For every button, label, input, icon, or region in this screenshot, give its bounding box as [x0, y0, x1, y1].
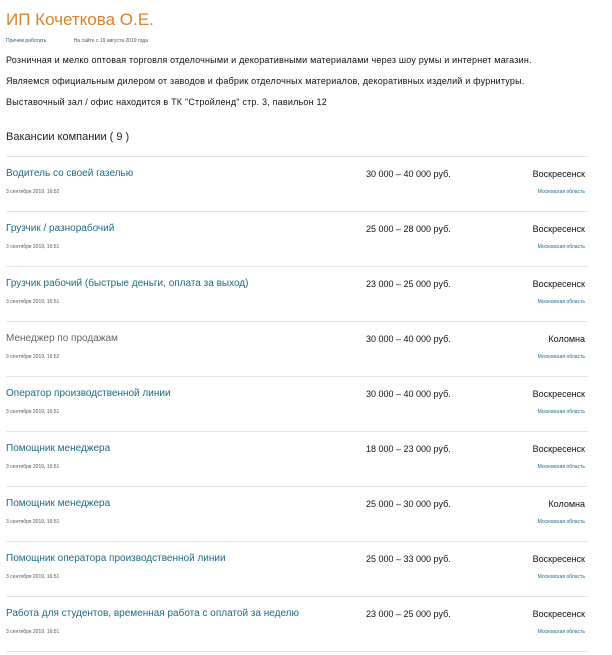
- vacancy-region: Московская область: [537, 244, 585, 250]
- vacancy-date: 3 сентября 2019, 16:51: [6, 629, 60, 635]
- description-line: Являемся официальным дилером от заводов и фабрик отделочных материалов, декоративных изделий и фурнитуры.: [6, 76, 525, 86]
- vacancy-title-link[interactable]: Грузчик / разнорабочий: [6, 223, 115, 234]
- vacancy-region: Московская область: [537, 299, 585, 305]
- row-divider: [6, 321, 588, 322]
- vacancy-region: Московская область: [537, 629, 585, 635]
- row-divider: [6, 431, 588, 432]
- row-divider: [6, 376, 588, 377]
- vacancy-salary: 25 000 – 30 000 руб.: [366, 499, 451, 509]
- vacancy-title-link[interactable]: Помощник оператора производственной линии: [6, 553, 226, 564]
- vacancy-city: Воскресенск: [532, 224, 585, 234]
- vacancy-region: Московская область: [537, 409, 585, 415]
- vacancy-city: Коломна: [548, 334, 585, 344]
- vacancy-salary: 23 000 – 25 000 руб.: [366, 609, 451, 619]
- vacancy-title-link[interactable]: Работа для студентов, временная работа с оплатой за неделю: [6, 608, 300, 619]
- vacancy-salary: 18 000 – 23 000 руб.: [366, 444, 451, 454]
- row-divider: [6, 651, 588, 652]
- vacancy-salary: 30 000 – 40 000 руб.: [366, 334, 451, 344]
- vacancy-city: Воскресенск: [532, 389, 585, 399]
- vacancy-date: 3 сентября 2019, 16:51: [6, 574, 60, 580]
- vacancy-date: 3 сентября 2019, 16:51: [6, 244, 60, 250]
- vacancy-title-link[interactable]: Водитель со своей газелью: [6, 168, 134, 179]
- vacancy-salary: 25 000 – 33 000 руб.: [366, 554, 451, 564]
- vacancy-salary: 25 000 – 28 000 руб.: [366, 224, 451, 234]
- vacancy-date: 3 сентября 2019, 16:51: [6, 519, 60, 525]
- on-site-since: На сайте с 19 августа 2019 года: [73, 38, 148, 44]
- row-divider: [6, 486, 588, 487]
- row-divider: [6, 266, 588, 267]
- vacancy-region: Московская область: [537, 574, 585, 580]
- vacancy-date: 3 сентября 2019, 16:52: [6, 354, 60, 360]
- vacancy-region: Московская область: [537, 519, 585, 525]
- row-divider: [6, 596, 588, 597]
- vacancy-date: 3 сентября 2019, 16:51: [6, 409, 60, 415]
- row-divider: [6, 156, 588, 157]
- rating-link[interactable]: Причем работать: [6, 38, 47, 44]
- vacancy-title-link[interactable]: Помощник менеджера: [6, 443, 111, 454]
- vacancy-city: Воскресенск: [532, 444, 585, 454]
- row-divider: [6, 211, 588, 212]
- vacancy-title-link[interactable]: Помощник менеджера: [6, 498, 111, 509]
- vacancy-region: Московская область: [537, 464, 585, 470]
- vacancy-salary: 30 000 – 40 000 руб.: [366, 169, 451, 179]
- vacancy-salary: 23 000 – 25 000 руб.: [366, 279, 451, 289]
- vacancy-date: 3 сентября 2019, 16:51: [6, 299, 60, 305]
- vacancy-city: Воскресенск: [532, 279, 585, 289]
- vacancy-title-link[interactable]: Оператор производственной линии: [6, 388, 171, 399]
- vacancy-city: Воскресенск: [532, 609, 585, 619]
- vacancy-title-link[interactable]: Грузчик рабочий (быстрые деньги, оплата за выход): [6, 278, 249, 289]
- vacancy-salary: 30 000 – 40 000 руб.: [366, 389, 451, 399]
- vacancy-region: Московская область: [537, 354, 585, 360]
- page-title: ИП Кочеткова О.Е.: [6, 10, 154, 29]
- vacancy-date: 3 сентября 2019, 16:51: [6, 464, 60, 470]
- description-line: Выставочный зал / офис находится в ТК "Стройленд" стр. 3, павильон 12: [6, 97, 327, 107]
- vacancy-title-link[interactable]: Менеджер по продажам: [6, 333, 118, 344]
- description-line: Розничная и мелко оптовая торговля отделочными и декоративными материалами через шоу румы и интернет магазин.: [6, 55, 532, 65]
- company-meta: [6, 38, 148, 44]
- vacancy-city: Воскресенск: [532, 169, 585, 179]
- vacancies-heading: Вакансии компании ( 9 ): [6, 131, 130, 143]
- vacancy-region: Московская область: [537, 189, 585, 195]
- vacancy-city: Коломна: [548, 499, 585, 509]
- row-divider: [6, 541, 588, 542]
- vacancy-date: 3 сентября 2019, 16:52: [6, 189, 60, 195]
- vacancy-city: Воскресенск: [532, 554, 585, 564]
